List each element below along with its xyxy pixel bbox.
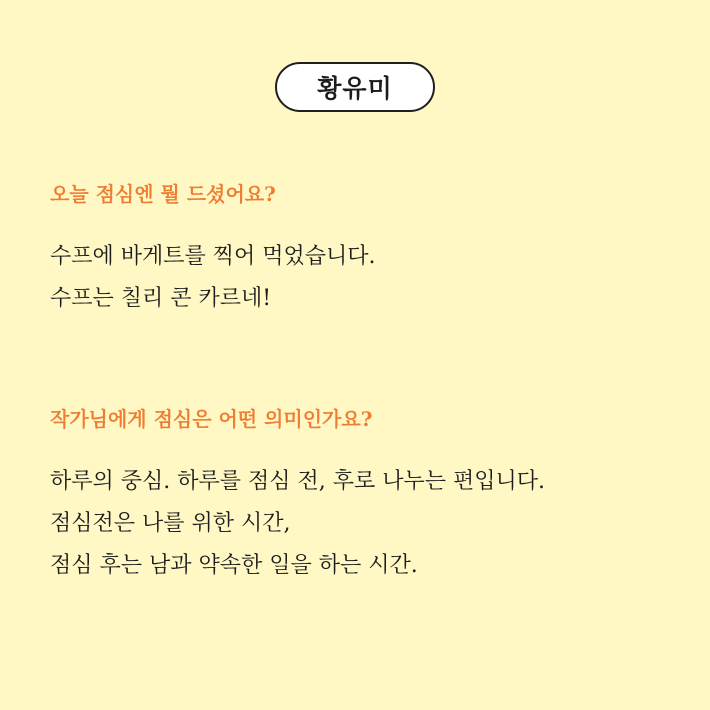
answer-1	[50, 236, 376, 320]
answer-2-line-2: 점심전은 나를 위한 시간,	[50, 511, 291, 536]
name-badge: 황유미	[275, 62, 435, 112]
answer-2-line-3: 점심 후는 남과 약속한 일을 하는 시간.	[50, 553, 418, 578]
answer-1-line-2: 수프는 칠리 콘 카르네!	[50, 286, 272, 311]
question-2: 작가님에게 점심은 어떤 의미인가요?	[50, 407, 373, 431]
answer-2	[50, 461, 545, 587]
answer-1-line-1: 수프에 바게트를 찍어 먹었습니다.	[50, 244, 376, 269]
answer-2-line-1: 하루의 중심. 하루를 점심 전, 후로 나누는 편입니다.	[50, 469, 545, 494]
question-1: 오늘 점심엔 뭘 드셨어요?	[50, 182, 276, 206]
